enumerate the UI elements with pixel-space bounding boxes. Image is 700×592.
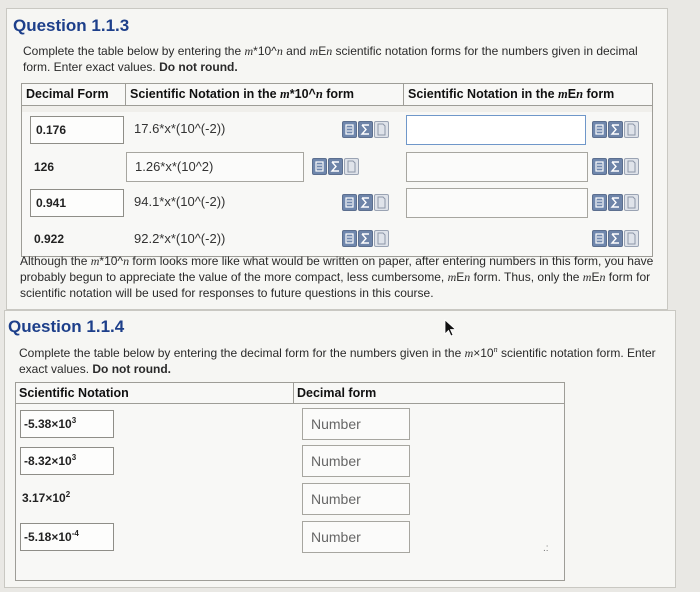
header-decimal-form: Decimal form [294,383,564,404]
sigma-icon[interactable] [608,158,623,175]
question-title: Question 1.1.3 [13,16,130,35]
equation-editor-icon[interactable] [592,230,607,247]
answer-toolbar [592,230,638,248]
scientific-notation-cell: $-5.18\times 10^{-4}$ [20,523,114,551]
answer-toolbar [342,121,388,139]
header-scientific-notation: Scientific Notation [16,383,294,404]
preview-icon[interactable] [344,158,359,175]
question-title: Question 1.1.4 [8,317,125,336]
equation-editor-icon[interactable] [342,194,357,211]
decimal-cell: 0.941 [30,189,124,217]
preview-icon[interactable] [624,121,639,138]
answer-toolbar [312,158,358,176]
answer-toolbar [342,194,388,212]
answer-toolbar [342,230,388,248]
preview-icon[interactable] [624,158,639,175]
question-1-1-3 [6,8,668,310]
sci-answer-input[interactable]: 92.2*x*(10^(-2)) [134,231,226,246]
header-decimal-form: Decimal Form [22,84,126,106]
answer-toolbar [592,158,638,176]
equation-editor-icon[interactable] [592,194,607,211]
sigma-icon[interactable] [608,121,623,138]
equation-editor-icon[interactable] [312,158,327,175]
sci-answer-input[interactable]: 94.1*x*(10^(-2)) [134,194,226,209]
scientific-notation-cell: $3.17\times 10^2$ [22,490,71,505]
equation-editor-icon[interactable] [592,121,607,138]
preview-icon[interactable] [374,194,389,211]
question-instructions: Complete the table below by entering the decimal form for the numbers given in the $m\times 10^n$ scientific notation form. Enter exact values. Do not round. [19,345,656,376]
answer-toolbar [592,121,638,139]
sigma-icon[interactable] [608,194,623,211]
equation-editor-icon[interactable] [592,158,607,175]
explanatory-note: Although the m*10^n form looks more like what would be written on paper, after entering numbers in this form, you have probably begun to appreciate the value of the more compact, less cumbersome, mEn form. Thus, only the mEn form for scientific notation will be used for responses to future questions in this course. [20,254,654,300]
men-answer-input[interactable] [406,152,588,182]
scientific-notation-cell: $-8.32\times 10^3$ [20,447,114,475]
decimal-answer-input[interactable]: Number [302,408,410,440]
header-separator [22,106,652,112]
sigma-icon[interactable] [358,194,373,211]
mouse-pointer-icon [443,319,457,337]
sigma-icon[interactable] [328,158,343,175]
sigma-icon[interactable] [358,230,373,247]
decimal-answer-input[interactable]: Number [302,445,410,477]
question-instructions: Complete the table below by entering the m*10^n and mEn scientific notation forms for the numbers given in decimal form. Enter exact values. Do not round. [23,44,638,74]
preview-icon[interactable] [374,230,389,247]
men-answer-input[interactable] [406,115,586,145]
equation-editor-icon[interactable] [342,121,357,138]
scientific-notation-cell: $-5.38\times 10^3$ [20,410,114,438]
decimal-cell: 126 [34,160,55,174]
decimal-cell: 0.176 [30,116,124,144]
conversion-table [21,83,653,257]
preview-icon[interactable] [374,121,389,138]
decimal-answer-input[interactable]: Number [302,521,410,553]
answer-toolbar [592,194,638,212]
sci-answer-input[interactable]: 17.6*x*(10^(-2)) [134,121,226,136]
resize-handle[interactable]: .: [543,543,549,554]
decimal-answer-input[interactable]: Number [302,483,410,515]
question-1-1-4 [4,310,676,588]
men-answer-input[interactable] [406,188,588,218]
header-sci-notation-m10n: Scientific Notation in the m*10^n form [126,84,404,106]
sigma-icon[interactable] [358,121,373,138]
preview-icon[interactable] [624,194,639,211]
sigma-icon[interactable] [608,230,623,247]
decimal-cell: 0.922 [34,232,65,246]
preview-icon[interactable] [624,230,639,247]
header-sci-notation-men: Scientific Notation in the mEn form [404,84,652,106]
decimal-form-table [15,382,565,581]
sci-answer-input[interactable]: 1.26*x*(10^2) [126,152,304,182]
equation-editor-icon[interactable] [342,230,357,247]
